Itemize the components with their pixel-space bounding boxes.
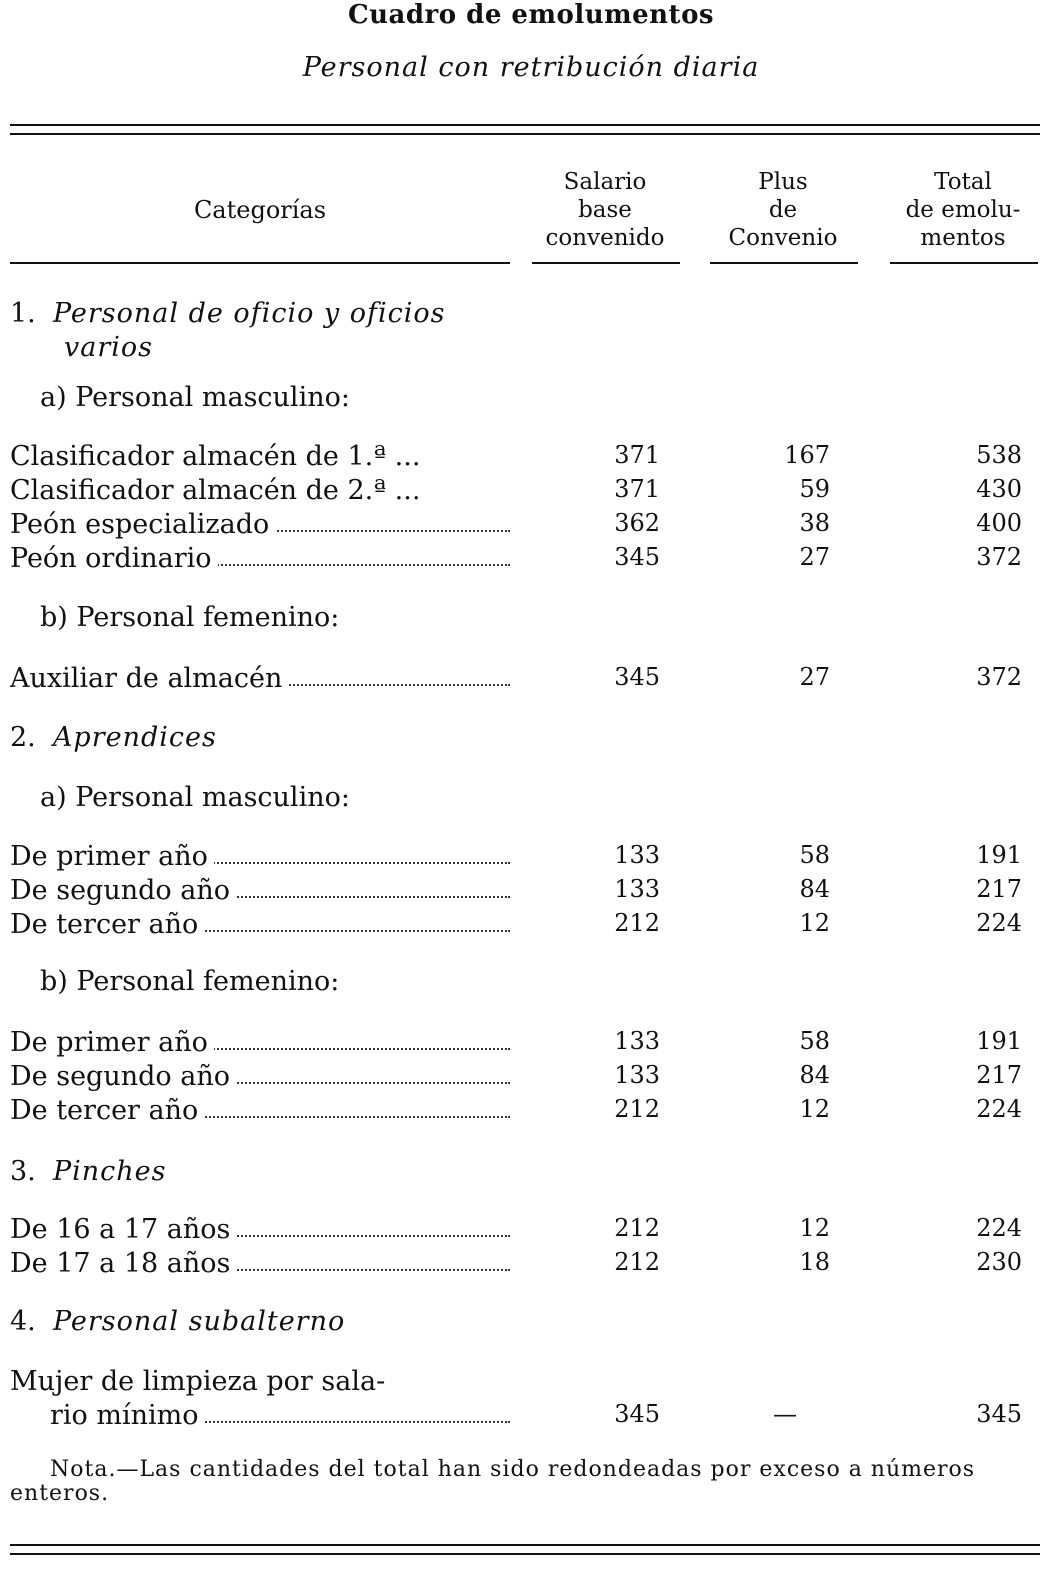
section-heading: 2. Aprendices	[10, 722, 217, 753]
header-underline	[890, 262, 1038, 264]
header-salario-base: Salario base convenido	[545, 169, 665, 251]
header-categories: Categorías	[193, 196, 327, 224]
subsection-heading: b) Personal femenino:	[40, 602, 340, 633]
top-rule-2	[10, 133, 1040, 135]
section-heading: 1. Personal de oficio y oficios	[10, 298, 446, 329]
table-row: De tercer año 212 12 224	[10, 909, 1022, 940]
subsection-heading: b) Personal femenino:	[40, 966, 340, 997]
section-heading: 4. Personal subalterno	[10, 1306, 346, 1337]
header-underline	[710, 262, 858, 264]
table-row: De segundo año 133 84 217	[10, 875, 1022, 906]
section-heading-continued: varios	[64, 332, 154, 363]
table-row: De 17 a 18 años 212 18 230	[10, 1248, 1022, 1279]
table-row: rio mínimo 345 — 345	[50, 1400, 1022, 1431]
table-row: De 16 a 17 años 212 12 224	[10, 1214, 1022, 1245]
section-heading: 3. Pinches	[10, 1156, 167, 1187]
table-row: De segundo año 133 84 217	[10, 1061, 1022, 1092]
table-row: Clasificador almacén de 2.ª ... 371 59 430	[10, 475, 1022, 506]
document-subtitle: Personal con retribución diaria	[302, 52, 760, 83]
table-row: Peón especializado 362 38 400	[10, 509, 1022, 540]
header-plus-convenio: Plus de Convenio	[728, 169, 838, 251]
header-total-emolumentos: Total de emolu- mentos	[905, 169, 1021, 251]
table-row: De primer año 133 58 191	[10, 841, 1022, 872]
subsection-heading: a) Personal masculino:	[40, 382, 350, 413]
table-row: Clasificador almacén de 1.ª ... 371 167 538	[10, 441, 1022, 472]
table-row: De tercer año 212 12 224	[10, 1095, 1022, 1126]
footnote: Nota.—Las cantidades del total han sido redondeadas por exceso a números enteros.	[10, 1457, 976, 1506]
table-row: Peón ordinario 345 27 372	[10, 543, 1022, 574]
header-underline	[10, 262, 510, 264]
table-row-first-line: Mujer de limpieza por sala-	[10, 1366, 1040, 1400]
bottom-rule-2	[10, 1553, 1040, 1555]
table-row: De primer año 133 58 191	[10, 1027, 1022, 1058]
table-row: Auxiliar de almacén 345 27 372	[10, 663, 1022, 694]
bottom-rule	[10, 1544, 1040, 1546]
subsection-heading: a) Personal masculino:	[40, 782, 350, 813]
top-rule	[10, 124, 1040, 126]
document-title: Cuadro de emolumentos	[347, 0, 715, 30]
header-underline	[532, 262, 680, 264]
